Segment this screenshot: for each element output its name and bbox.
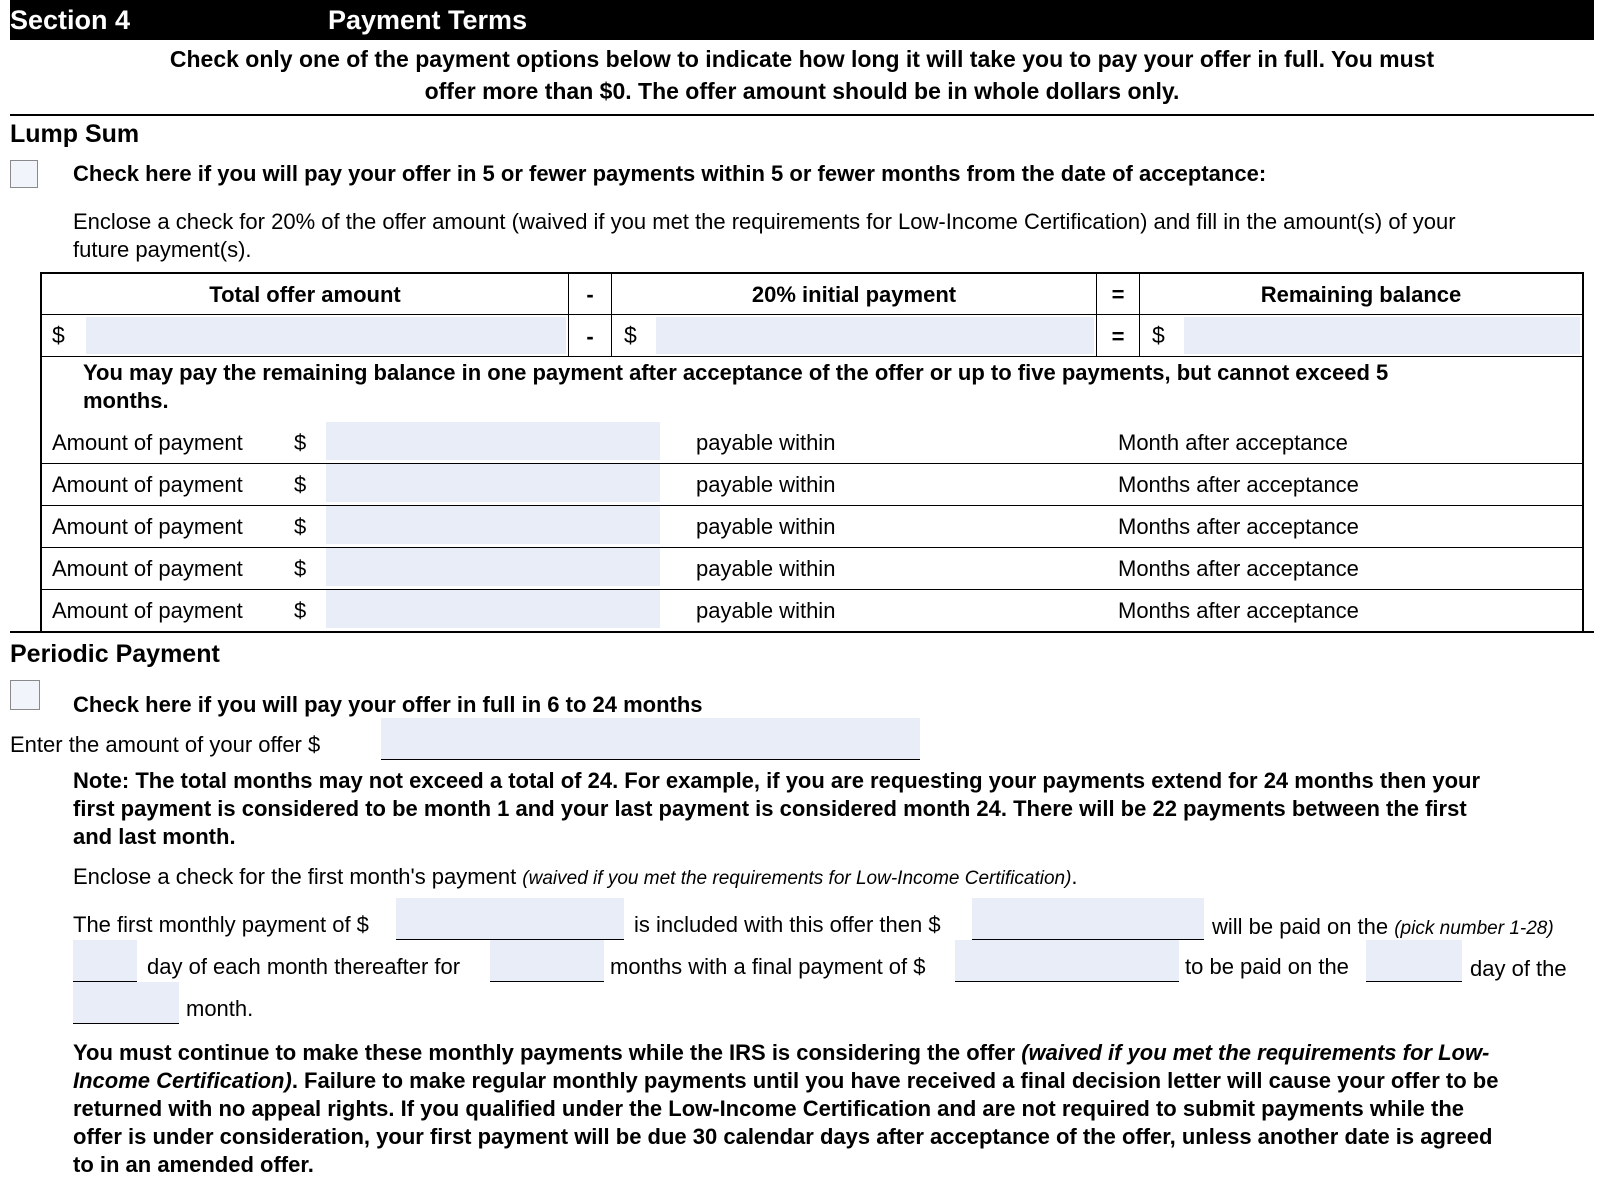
pick-number-hint: (pick number 1-28)	[1394, 918, 1554, 939]
dollar-sign: $	[294, 556, 307, 581]
periodic-check-label: Check here if you will pay your offer in full in 6 to 24 months	[73, 692, 703, 717]
initial-payment-input[interactable]	[656, 317, 1094, 354]
offer-amount-input[interactable]	[381, 718, 920, 760]
monthly-payment-input[interactable]	[972, 898, 1204, 940]
dollar-sign: $	[294, 430, 307, 455]
amount-of-payment-label: Amount of payment	[52, 556, 243, 581]
divider	[10, 631, 1594, 633]
section-title: Payment Terms	[328, 5, 528, 35]
enclose-main: Enclose a check for the first month's payment	[73, 864, 523, 889]
col-total-offer: Total offer amount	[209, 282, 401, 307]
note-line-3: and last month.	[73, 824, 236, 849]
dollar-sign: $	[624, 322, 637, 348]
section-header	[10, 0, 1594, 40]
divider	[10, 114, 1594, 116]
dollar-sign: $	[294, 598, 307, 623]
months-after-acceptance-label: Months after acceptance	[1118, 472, 1359, 497]
payment-amount-input-4[interactable]	[326, 548, 660, 586]
continue-line-1-italic: (waived if you met the requirements for Low-	[1021, 1040, 1490, 1065]
payment-amount-input-3[interactable]	[326, 506, 660, 544]
payable-within-label: payable within	[696, 598, 836, 623]
op-equals-header: =	[1111, 282, 1125, 307]
continue-line-2	[73, 1068, 1498, 1094]
op-equals: =	[1111, 324, 1125, 349]
remaining-note-line-1: You may pay the remaining balance in one payment after acceptance of the offer or up to five payments, but cannot exceed 5	[83, 360, 1389, 385]
number-of-months-input[interactable]	[490, 940, 604, 982]
payment-row-4	[42, 546, 1582, 588]
dollar-sign: $	[294, 472, 307, 497]
payable-within-label: payable within	[696, 514, 836, 539]
month-label: month.	[186, 996, 254, 1021]
first-payment-label: The first monthly payment of $	[73, 912, 369, 937]
enclose-end: .	[1071, 864, 1078, 889]
note-line-2: first payment is considered to be month 1 and your last payment is considered month 24. There will be 22 payments between the first	[73, 796, 1467, 821]
payable-within-label: payable within	[696, 472, 836, 497]
continue-line-1-main: You must continue to make these monthly payments while the IRS is considering the offer	[73, 1040, 1022, 1065]
months-after-acceptance-label: Month after acceptance	[1118, 430, 1348, 455]
periodic-payment-heading: Periodic Payment	[10, 640, 220, 668]
dollar-sign: $	[294, 514, 307, 539]
remaining-balance-input[interactable]	[1184, 317, 1580, 354]
row-divider	[42, 314, 1582, 315]
payment-row-2	[42, 462, 1582, 504]
section-number: Section 4	[10, 5, 131, 35]
lump-sum-checkbox[interactable]	[10, 160, 38, 188]
dollar-sign: $	[1152, 322, 1165, 348]
amount-of-payment-label: Amount of payment	[52, 598, 243, 623]
op-minus: -	[586, 324, 594, 349]
payment-row-5	[42, 588, 1582, 630]
periodic-payment-checkbox[interactable]	[10, 680, 40, 710]
enclose-check-text	[73, 864, 1078, 890]
continue-line-2-main: . Failure to make regular monthly payments until you have received a final decision letter will cause your offer to be	[291, 1068, 1499, 1093]
amount-of-payment-label: Amount of payment	[52, 514, 243, 539]
intro-line-1: Check only one of the payment options below to indicate how long it will take you to pay your offer in full. You must	[169, 46, 1435, 72]
payable-within-label: payable within	[696, 430, 836, 455]
enclose-italic: (waived if you met the requirements for Low-Income Certification)	[522, 868, 1072, 889]
lump-sum-check-label: Check here if you will pay your offer in 5 or fewer payments within 5 or fewer months from the date of acceptance:	[73, 161, 1267, 186]
lump-sum-enclose-line-1: Enclose a check for 20% of the offer amount (waived if you met the requirements for Low-Income Certification) and fill in the amount(s) of your	[73, 209, 1456, 234]
months-after-acceptance-label: Months after acceptance	[1118, 514, 1359, 539]
months-after-acceptance-label: Months after acceptance	[1118, 556, 1359, 581]
row-divider	[42, 356, 1582, 357]
lump-sum-enclose-line-2: future payment(s).	[73, 237, 252, 262]
months-final-label: months with a final payment of $	[610, 954, 926, 979]
note-line-1: Note: The total months may not exceed a total of 24. For example, if you are requesting your payments extend for 24 months then your	[73, 768, 1481, 793]
continue-line-1	[73, 1040, 1489, 1066]
paid-on-text	[1212, 914, 1554, 940]
col-remaining-balance: Remaining balance	[1260, 282, 1462, 307]
final-payment-day-input[interactable]	[1366, 940, 1462, 982]
payment-day-input[interactable]	[73, 940, 137, 982]
amount-of-payment-label: Amount of payment	[52, 430, 243, 455]
final-payment-input[interactable]	[955, 940, 1179, 982]
payment-row-3	[42, 504, 1582, 546]
months-after-acceptance-label: Months after acceptance	[1118, 598, 1359, 623]
amount-of-payment-label: Amount of payment	[52, 472, 243, 497]
remaining-note-line-2: months.	[83, 388, 169, 413]
col-initial-payment: 20% initial payment	[751, 282, 957, 307]
dollar-sign: $	[52, 322, 65, 348]
continue-line-5: to in an amended offer.	[73, 1152, 314, 1177]
intro-line-2: offer more than $0. The offer amount should be in whole dollars only.	[424, 78, 1180, 104]
payment-amount-input-2[interactable]	[326, 464, 660, 502]
offer-amount-label: Enter the amount of your offer $	[10, 732, 321, 757]
paid-on-label: will be paid on the	[1212, 914, 1395, 939]
payment-amount-input-1[interactable]	[326, 422, 660, 460]
final-payment-month-input[interactable]	[73, 982, 179, 1024]
continue-line-3: returned with no appeal rights. If you qualified under the Low-Income Certification and are not required to submit payments while the	[73, 1096, 1465, 1121]
day-of-the-label: day of the	[1470, 956, 1567, 981]
included-label: is included with this offer then $	[634, 912, 941, 937]
payment-amount-input-5[interactable]	[326, 590, 660, 628]
total-offer-amount-input[interactable]	[86, 317, 566, 354]
first-payment-input[interactable]	[396, 898, 624, 940]
payment-row-1	[42, 420, 1582, 462]
to-be-paid-label: to be paid on the	[1185, 954, 1349, 979]
day-each-month-label: day of each month thereafter for	[147, 954, 461, 979]
continue-line-2-italic: Income Certification)	[73, 1068, 292, 1093]
lump-sum-heading: Lump Sum	[10, 120, 140, 148]
payable-within-label: payable within	[696, 556, 836, 581]
op-minus-header: -	[586, 282, 594, 307]
continue-line-4: offer is under consideration, your first payment will be due 30 calendar days after acceptance of the offer, unless another date is agreed	[73, 1124, 1493, 1149]
